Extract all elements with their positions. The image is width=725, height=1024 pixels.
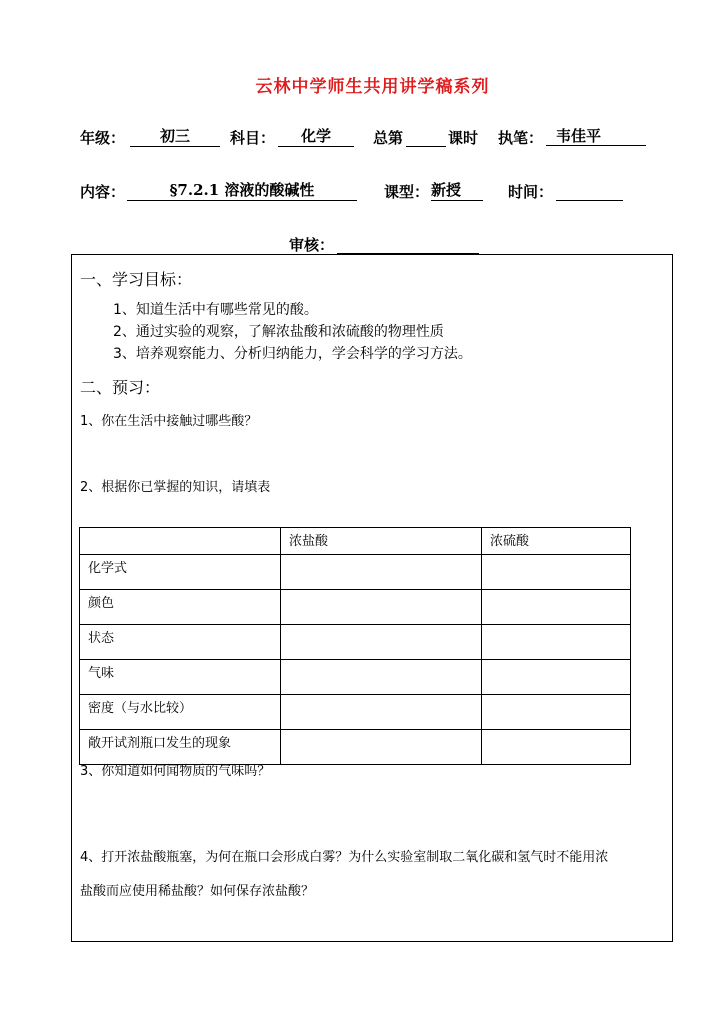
table-cell[interactable]: [281, 555, 482, 590]
table-cell[interactable]: [482, 625, 631, 660]
table-cell[interactable]: [281, 590, 482, 625]
table-row: [80, 660, 631, 695]
table-cell[interactable]: [482, 555, 631, 590]
table-cell[interactable]: [281, 695, 482, 730]
period-label: 课时: [448, 129, 479, 147]
total-label: 总第: [373, 129, 404, 147]
question-4-line-1: 4、打开浓盐酸瓶塞，为何在瓶口会形成白雾？为什么实验室制取二氧化碳和氢气时不能用浓: [80, 850, 609, 865]
table-row: [80, 695, 631, 730]
section-heading-preview: 二、预习：: [80, 378, 161, 397]
table-cell[interactable]: [281, 660, 482, 695]
goal-item: 2、通过实验的观察，了解浓盐酸和浓硫酸的物理性质: [113, 324, 444, 340]
author-label: 执笔：: [498, 129, 544, 147]
goal-item: 3、培养观察能力、分析归纳能力，学会科学的学习方法。: [113, 346, 472, 362]
review-blank: [337, 234, 479, 254]
table-cell[interactable]: [482, 695, 631, 730]
row-label: 化学式: [80, 555, 281, 590]
question-1: 1、你在生活中接触过哪些酸？: [80, 414, 258, 429]
section-heading-goals: 一、学习目标：: [80, 270, 193, 289]
table-cell[interactable]: [482, 660, 631, 695]
table-row: [80, 625, 631, 660]
subject-value: 化学: [278, 127, 354, 147]
row-label: 气味: [80, 660, 281, 695]
type-label: 课型：: [384, 183, 430, 201]
row-label: 状态: [80, 625, 281, 660]
document-title: 云林中学师生共用讲学稿系列: [255, 77, 490, 97]
content-value: §7.2.1 溶液的酸碱性: [127, 181, 357, 201]
table-row: [80, 555, 631, 590]
table-header-cell: 浓硫酸: [482, 528, 631, 555]
table-cell[interactable]: [281, 625, 482, 660]
goal-item: 1、知道生活中有哪些常见的酸。: [113, 302, 318, 318]
content-label: 内容：: [80, 183, 126, 201]
row-label: 密度（与水比较）: [80, 695, 281, 730]
grade-value: 初三: [130, 127, 220, 147]
time-label: 时间：: [508, 183, 554, 201]
author-value: 韦佳平: [546, 127, 646, 146]
question-2: 2、根据你已掌握的知识，请填表: [80, 480, 271, 495]
table-header-cell: 浓盐酸: [281, 528, 482, 555]
time-blank: [556, 181, 623, 201]
table-header-cell: [80, 528, 281, 555]
properties-table: [79, 527, 631, 765]
table-row: [80, 590, 631, 625]
review-label: 审核：: [289, 236, 335, 254]
table-cell[interactable]: [281, 730, 482, 765]
table-cell[interactable]: [482, 730, 631, 765]
type-value: 新授: [431, 181, 483, 201]
grade-label: 年级：: [80, 129, 126, 147]
row-label: 敞开试剂瓶口发生的现象: [80, 730, 281, 765]
row-label: 颜色: [80, 590, 281, 625]
question-4-line-2: 盐酸而应使用稀盐酸？如何保存浓盐酸？: [80, 884, 315, 899]
question-3: 3、你知道如何闻物质的气味吗？: [80, 764, 271, 779]
table-cell[interactable]: [482, 590, 631, 625]
table-header-row: [80, 528, 631, 555]
total-blank: [406, 127, 446, 147]
subject-label: 科目：: [230, 129, 276, 147]
